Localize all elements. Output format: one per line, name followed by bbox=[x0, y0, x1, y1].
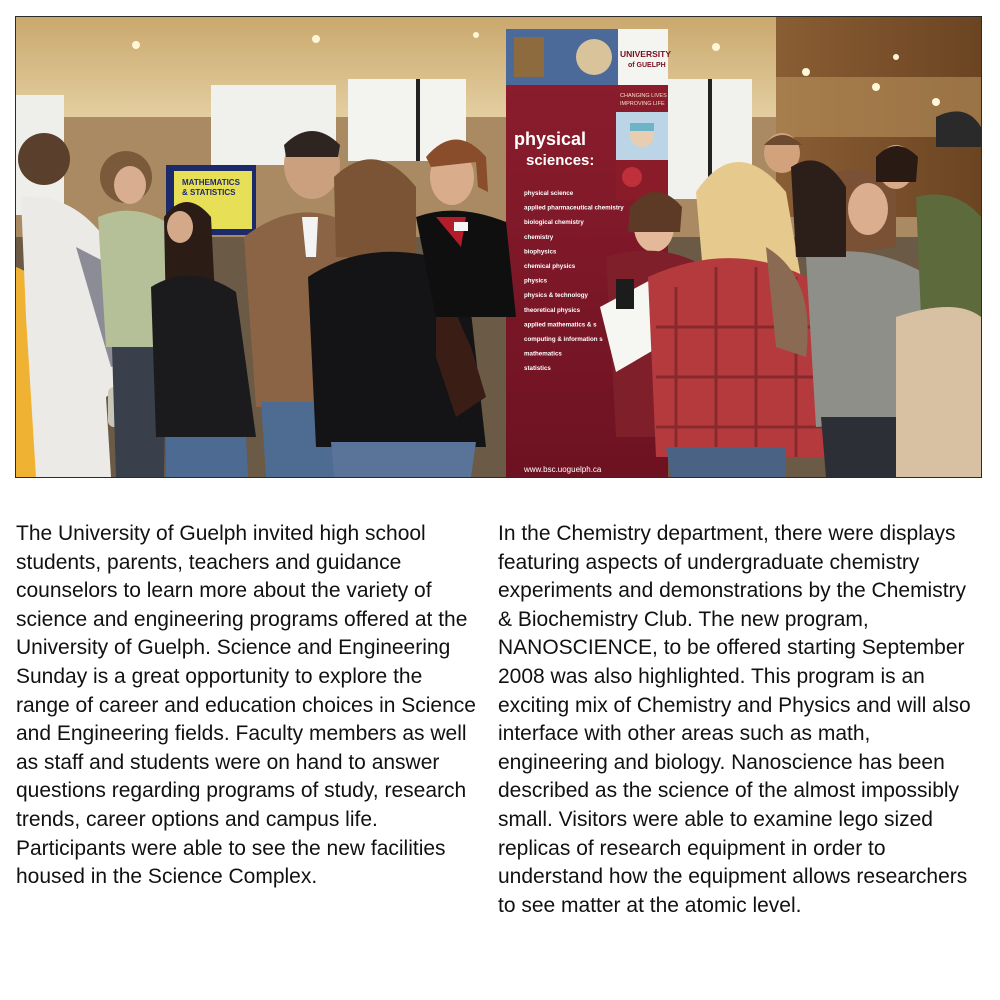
banner-program-item: chemistry bbox=[524, 233, 554, 241]
banner-logo-line2: of GUELPH bbox=[628, 62, 666, 69]
banner-program-item: biological chemistry bbox=[524, 219, 584, 227]
banner-program-item: physical science bbox=[524, 190, 574, 197]
banner-tagline-line2: IMPROVING LIFE bbox=[620, 101, 665, 107]
banner-program-item: physics bbox=[524, 277, 548, 285]
banner-url: www.bsc.uoguelph.ca bbox=[524, 465, 602, 474]
banner-program-item: chemical physics bbox=[524, 263, 576, 270]
banner-title-line2: sciences: bbox=[526, 152, 595, 169]
article-left-paragraph: The University of Guelph invited high school students, parents, teachers and guidance counselors to learn more about the variety of science and engineering programs offered at the University of Guelph. Science and Engineering Sunday is a great opportunity to explore the range of career and education choices in Science and Engineering fields. Faculty members as well as staff and students were on hand to answer questions regarding programs of study, research trends, career options and campus life. Participants were able to see the new facilities housed in the Science Complex. bbox=[16, 522, 476, 889]
banner-program-item: applied pharmaceutical chemistry bbox=[524, 204, 624, 212]
banner-title-line1: physical bbox=[514, 129, 587, 149]
banner-program-item: physics & technology bbox=[524, 292, 588, 300]
event-photo bbox=[15, 16, 982, 478]
banner-program-item: theoretical physics bbox=[524, 306, 581, 314]
banner-program-item: applied mathematics & s bbox=[524, 321, 597, 329]
poster-line1: MATHEMATICS bbox=[182, 178, 240, 187]
poster-line2: & STATISTICS bbox=[182, 188, 236, 197]
banner-program-item: biophysics bbox=[524, 248, 557, 256]
banner-program-item: computing & information s bbox=[524, 336, 603, 343]
banner-program-item: statistics bbox=[524, 365, 551, 373]
person-beige-jacket bbox=[896, 307, 981, 477]
banner-tagline-line1: CHANGING LIVES bbox=[620, 93, 667, 99]
banner-logo-line1: UNIVERSITY bbox=[620, 49, 672, 59]
article-right-paragraph: In the Chemistry department, there were displays featuring aspects of undergraduate chemistry experiments and demonstrations by the Chemistry & Biochemistry Club. The new program, NANOSCIENCE, to be offered starting September 2008 was also highlighted. This program is an exciting mix of Chemistry and Physics and will also interface with other areas such as math, engineering and biology. Nanoscience has been described as the science of the almost impossibly small. Visitors were able to examine lego sized replicas of research equipment in order to understand how the equipment allows researchers to see matter at the atomic level. bbox=[498, 522, 971, 917]
person-black-coat bbox=[151, 202, 256, 477]
banner-program-item: mathematics bbox=[524, 350, 562, 358]
event-photo-illustration bbox=[16, 17, 981, 477]
